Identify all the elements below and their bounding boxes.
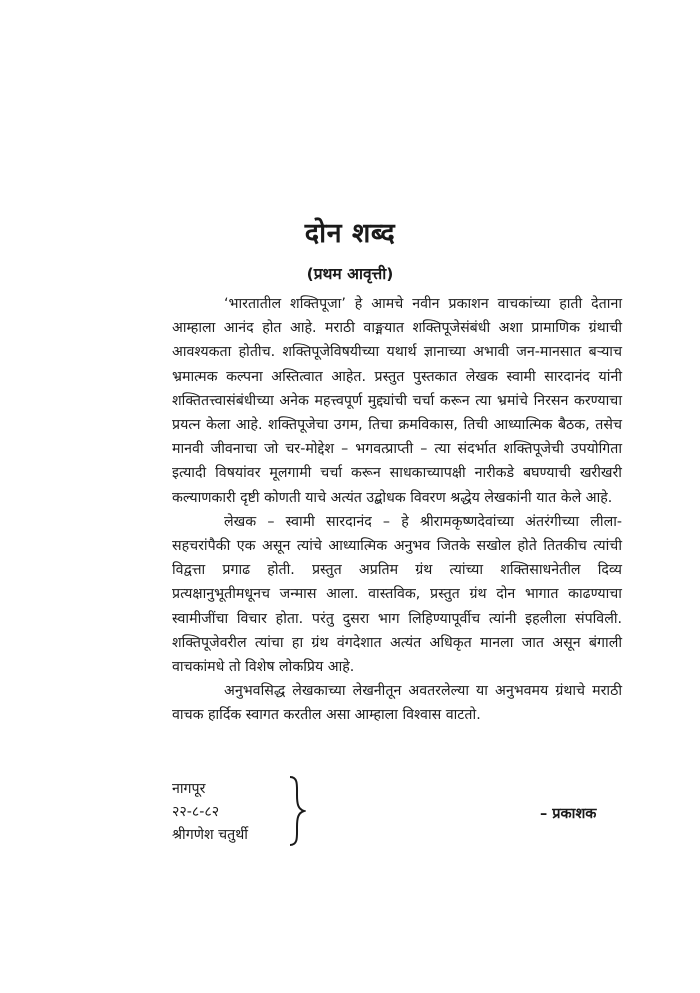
paragraph-3: अनुभवसिद्ध लेखकाच्या लेखनीतून अवतरलेल्या या अनुभवमय ग्रंथाचे मराठी वाचक हार्दिक स्वागत करतील असा आम्हाला विश्वास वाटतो. [172,683,622,724]
curly-brace-icon [286,775,306,847]
signoff-date: २२-८-८२ [172,804,220,820]
page-subtitle: (प्रथम आवृत्ती) [306,265,394,283]
paragraph-2: लेखक – स्वामी सारदानंद – हे श्रीरामकृष्णदेवांच्या अंतरंगीच्या लीला-सहचरांपैकी एक असून त्यांचे आध्यात्मिक अनुभव जितके सखोल होते तितकीच त्यांची विद्वत्ता प्रगाढ होती. प्रस्तुत अप्रतिम ग्रंथ त्यांच्या शक्तिसाधनेतील दिव्य प्रत्यक्षानुभूतीमधूनच जन्मास आला. वास्तविक, प्रस्तुत ग्रंथ दोन भागात काढण्याचा स्वामीजींचा विचार होता. परंतु दुसरा भाग लिहिण्यापूर्वीच त्यांनी इहलीला संपविली. शक्तिपूजेवरील त्यांचा हा ग्रंथ वंगदेशात अत्यंत अधिकृत मानला जात असून बंगाली वाचकांमधे तो विशेष लोकप्रिय आहे. [172,513,622,676]
signoff-occasion: श्रीगणेश चतुर्थी [172,827,248,843]
page-title: दोन शब्द [304,218,396,249]
signoff-block [172,778,248,847]
body-text [172,292,622,728]
paragraph-1: ‘भारतातील शक्तिपूजा’ हे आमचे नवीन प्रकाशन वाचकांच्या हाती देताना आम्हाला आनंद होत आहे. मराठी वाङ्मयात शक्तिपूजेसंबंधी अशा प्रामाणिक ग्रंथाची आवश्यकता होतीच. शक्तिपूजेविषयीच्या यथार्थ ज्ञानाच्या अभावी जन-मानसात बऱ्याच भ्रमात्मक कल्पना अस्तित्वात आहेत. प्रस्तुत पुस्तकात लेखक स्वामी सारदानंद यांनी शक्तितत्त्वासंबंधीच्या अनेक महत्त्वपूर्ण मुद्द्यांची चर्चा करून त्या भ्रमांचे निरसन करण्याचा प्रयत्न केला आहे. शक्तिपूजेचा उगम, तिचा क्रमविकास, तिची आध्यात्मिक बैठक, तसेच मानवी जीवनाचा जो चर-मोद्देश – भगवत्प्राप्ती – त्या संदर्भात शक्तिपूजेची उपयोगिता इत्यादी विषयांवर मूलगामी चर्चा करून साधकाच्यापक्षी नारीकडे बघण्याची खरीखरी कल्याणकारी दृष्टी कोणती याचे अत्यंत उद्बोधक विवरण श्रद्धेय लेखकांनी यात केले आहे. [172,296,622,506]
publisher-signature: – प्रकाशक [540,806,597,822]
signoff-place: नागपूर [172,781,206,797]
